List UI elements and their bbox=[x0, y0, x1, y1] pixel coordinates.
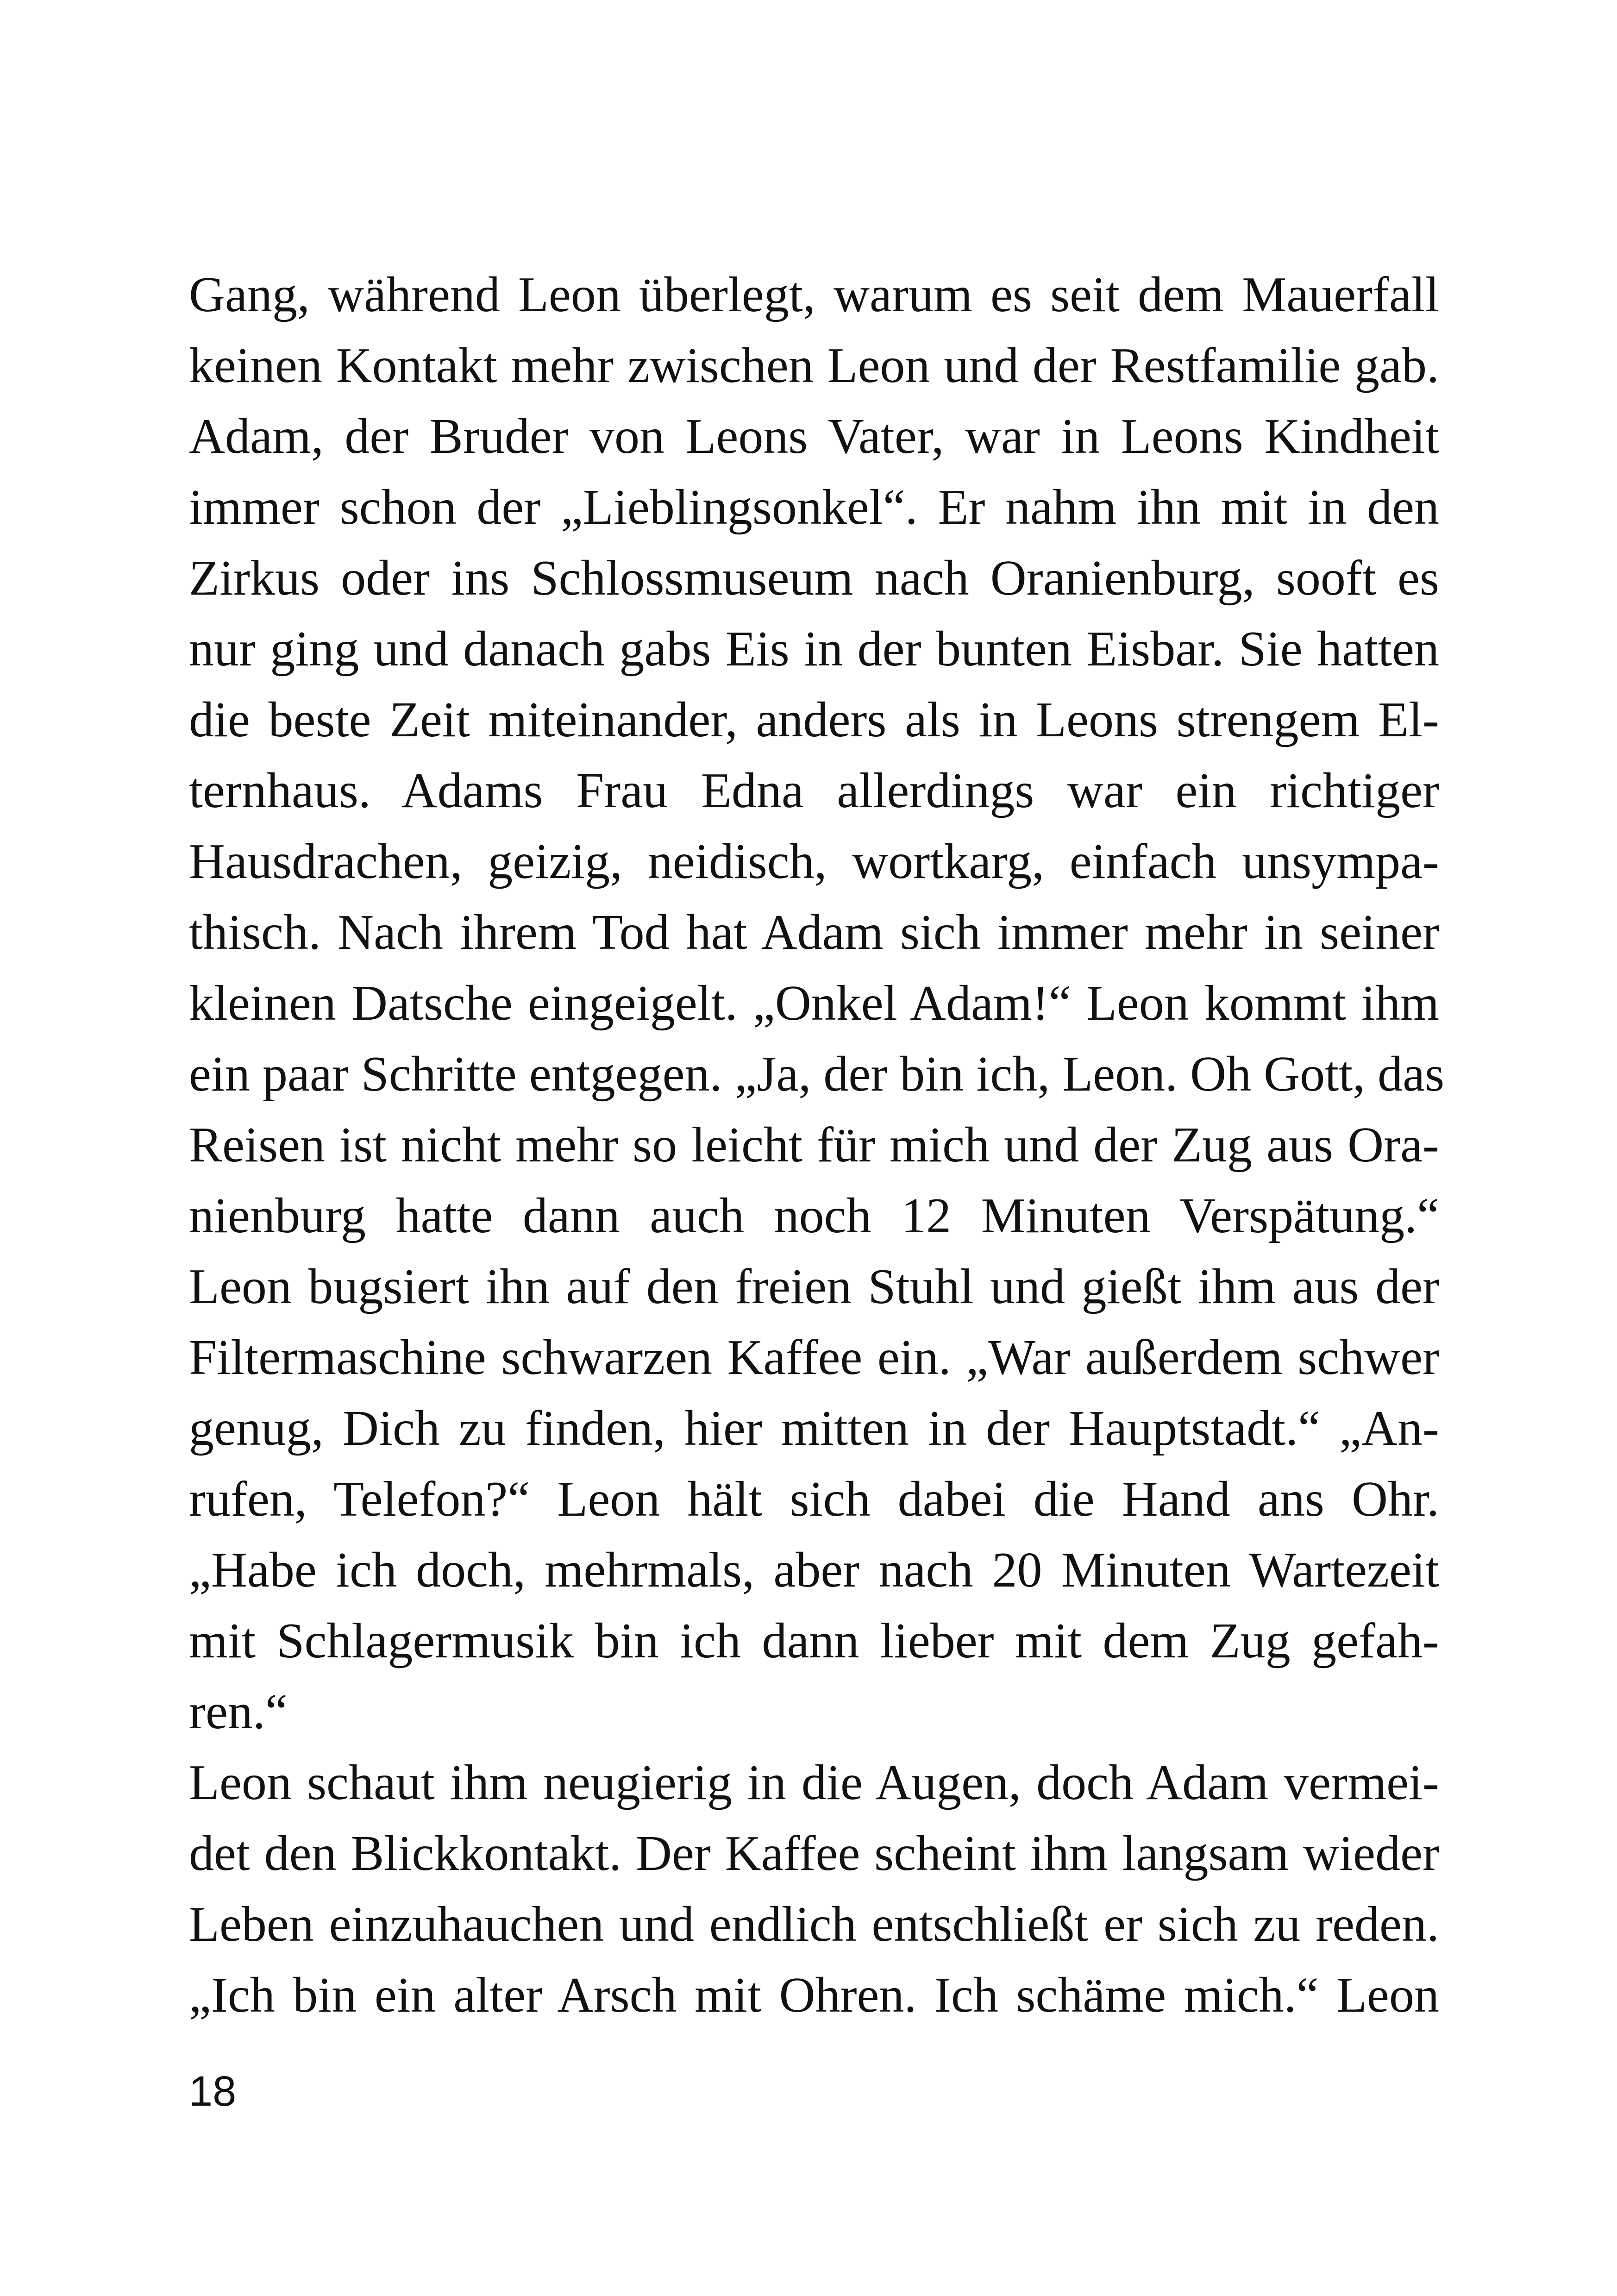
text-line: det den Blickkontakt. Der Kaffee scheint ihm langsam wieder bbox=[189, 1826, 1439, 1881]
page-number: 18 bbox=[189, 2068, 237, 2115]
text-line: kleinen Datsche eingeigelt. „Onkel Adam!“ Leon kommt ihm bbox=[189, 976, 1439, 1031]
text-line: nur ging und danach gabs Eis in der bunten Eisbar. Sie hatten bbox=[189, 621, 1439, 677]
text-line: „Ich bin ein alter Arsch mit Ohren. Ich schäme mich.“ Leon bbox=[189, 1968, 1439, 2023]
text-line: immer schon der „Lieblingsonkel“. Er nahm ihn mit in den bbox=[189, 480, 1439, 535]
text-line: Leon schaut ihm neugierig in die Augen, doch Adam vermei- bbox=[189, 1755, 1439, 1810]
text-line: Gang, während Leon überlegt, warum es seit dem Mauerfall bbox=[189, 267, 1439, 322]
text-line: genug, Dich zu finden, hier mitten in der Hauptstadt.“ „An- bbox=[189, 1401, 1439, 1456]
text-line: Adam, der Bruder von Leons Vater, war in Leons Kindheit bbox=[189, 409, 1439, 464]
text-line: nienburg hatte dann auch noch 12 Minuten Verspätung.“ bbox=[189, 1188, 1439, 1243]
text-line: die beste Zeit miteinander, anders als in Leons strengem El- bbox=[189, 692, 1439, 747]
text-line: Leon bugsiert ihn auf den freien Stuhl und gießt ihm aus der bbox=[189, 1259, 1439, 1314]
text-line: ternhaus. Adams Frau Edna allerdings war ein richtiger bbox=[189, 763, 1439, 818]
text-line: rufen, Telefon?“ Leon hält sich dabei die Hand ans Ohr. bbox=[189, 1472, 1439, 1527]
text-line: thisch. Nach ihrem Tod hat Adam sich immer mehr in seiner bbox=[189, 905, 1439, 960]
text-line: Leben einzuhauchen und endlich entschließt er sich zu reden. bbox=[189, 1897, 1439, 1952]
text-line: keinen Kontakt mehr zwischen Leon und der Restfamilie gab. bbox=[189, 338, 1439, 393]
text-line: „Habe ich doch, mehrmals, aber nach 20 Minuten Wartezeit bbox=[189, 1543, 1439, 1598]
text-line: ein paar Schritte entgegen. „Ja, der bin ich, Leon. Oh Gott, das bbox=[189, 1047, 1445, 1102]
text-line: mit Schlagermusik bin ich dann lieber mit dem Zug gefah- bbox=[189, 1613, 1439, 1669]
text-line: Hausdrachen, geizig, neidisch, wortkarg, einfach unsympa- bbox=[189, 834, 1439, 889]
text-line: Filtermaschine schwarzen Kaffee ein. „War außerdem schwer bbox=[189, 1330, 1439, 1385]
text-line: Zirkus oder ins Schlossmuseum nach Oranienburg, sooft es bbox=[189, 551, 1439, 606]
text-line: Reisen ist nicht mehr so leicht für mich und der Zug aus Ora- bbox=[189, 1117, 1439, 1173]
body-text bbox=[189, 259, 1445, 2031]
text-line-paragraph-end: ren.“ bbox=[189, 1684, 288, 1739]
